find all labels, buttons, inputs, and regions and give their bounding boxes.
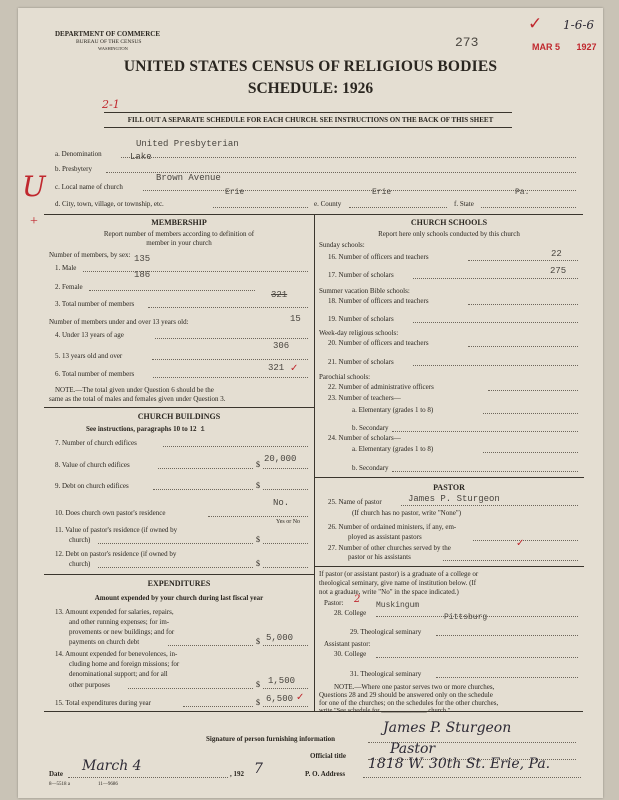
local-name-label: c. Local name of church xyxy=(55,183,123,191)
sunday-schools-label: Sunday schools: xyxy=(319,241,365,249)
membership-intro-2: member in your church xyxy=(146,239,212,247)
q1-male-label: 1. Male xyxy=(55,264,77,272)
q15-check-mark: ✓ xyxy=(296,692,305,703)
q25-line xyxy=(401,505,578,506)
q12-label-1: 12. Debt on pastor's residence (if owned by xyxy=(55,550,177,558)
graduate-note-1: If pastor (or assistant pastor) is a graduate of a college or xyxy=(319,570,479,578)
yes-no-hint: Yes or No xyxy=(276,519,301,525)
q12-label-2: church) xyxy=(69,560,91,568)
q20-label: 20. Number of officers and teachers xyxy=(328,339,429,347)
denomination-label: a. Denomination xyxy=(55,150,102,158)
q28-label: 28. College xyxy=(334,609,367,617)
q2-female-value: 186 xyxy=(134,270,151,280)
q27-check-mark: ✓ xyxy=(516,538,525,549)
q13-label-4: payments on church debt xyxy=(69,638,140,646)
q30-label: 30. College xyxy=(334,650,367,658)
buildings-instructions: See instructions, paragraphs 10 to 12 1 xyxy=(86,425,205,434)
pastor-sub-label: Pastor: xyxy=(324,599,344,607)
buildings-heading: CHURCH BUILDINGS xyxy=(137,412,221,421)
instructions-top-rule xyxy=(104,112,512,113)
q2-female-label: 2. Female xyxy=(55,283,83,291)
q11-line xyxy=(263,543,308,544)
q22-label: 22. Number of administrative officers xyxy=(328,383,434,391)
q27-label-2: pastor or his assistants xyxy=(348,553,411,561)
q24a-line xyxy=(483,452,578,453)
q17-label: 17. Number of scholars xyxy=(328,271,394,279)
q5-line xyxy=(152,359,308,360)
q11-label-2: church) xyxy=(69,536,91,544)
state-line xyxy=(481,207,576,208)
q13-line xyxy=(263,645,308,646)
q22-line xyxy=(488,390,578,391)
q29-label: 29. Theological seminary xyxy=(350,628,422,636)
county-value: Erie xyxy=(372,188,392,197)
official-title-label: Official title xyxy=(310,752,346,760)
date-label: Date xyxy=(49,770,63,778)
membership-intro-1: Report number of members according to definition of xyxy=(103,230,255,238)
local-name-line xyxy=(143,190,576,191)
local-name-value: Brown Avenue xyxy=(156,173,221,183)
pastor-red-mark: 2 xyxy=(354,594,361,605)
q3-total-value: 321 xyxy=(271,290,288,300)
q15-dollar: $ xyxy=(256,698,260,707)
check-mark: ✓ xyxy=(528,14,543,33)
q13-label-3: provements or new buildings; and for xyxy=(69,628,175,636)
q15-dots xyxy=(183,706,253,707)
q1-line xyxy=(83,271,308,272)
buildings-top-rule xyxy=(44,407,314,408)
q10-value: No. xyxy=(273,498,290,508)
q15-value: 6,500 xyxy=(266,694,294,704)
q9-dollar: $ xyxy=(256,481,260,490)
q8-value-label: 8. Value of church edifices xyxy=(55,461,130,469)
weekday-schools-label: Week-day religious schools: xyxy=(319,329,399,337)
q24-label: 24. Number of scholars— xyxy=(328,434,401,442)
instructions-bottom-rule xyxy=(104,127,512,128)
q12-line xyxy=(263,567,308,568)
q14-label-1: 14. Amount expended for benevolences, in- xyxy=(55,650,178,658)
q13-label-1: 13. Amount expended for salaries, repairs, xyxy=(55,608,174,616)
q12-dots xyxy=(98,567,253,568)
q27-label-1: 27. Number of other churches served by the xyxy=(328,544,451,552)
assistant-pastor-label: Assistant pastor: xyxy=(324,640,371,648)
q13-value: 5,000 xyxy=(266,633,294,643)
q14-label-2: cluding home and foreign missions; for xyxy=(69,660,180,668)
q9-dots xyxy=(153,489,253,490)
q18-label: 18. Number of officers and teachers xyxy=(328,297,429,305)
city-value: Erie xyxy=(225,188,245,197)
q7-line xyxy=(163,446,308,447)
q10-residence-label: 10. Does church own pastor's residence xyxy=(55,509,166,517)
membership-note-1: NOTE.—The total given under Question 6 should be the xyxy=(55,386,214,394)
q23a-line xyxy=(483,413,578,414)
q6-total-label: 6. Total number of members xyxy=(55,370,135,378)
pastor-note-2: Questions 28 and 29 should be answered only on the schedule xyxy=(319,691,493,699)
address-value: 1818 W. 30th St. Erie, Pa. xyxy=(368,756,551,772)
q3-line xyxy=(148,307,308,308)
q25-note: (If church has no pastor, write "None") xyxy=(352,509,462,517)
q8-dollar: $ xyxy=(256,460,260,469)
serial-number: 273 xyxy=(455,35,479,50)
section-bottom-rule xyxy=(44,711,583,712)
graduate-note-2: theological seminary, give name of institution below. (If xyxy=(319,579,477,587)
q16-value: 22 xyxy=(551,249,562,259)
presbytery-value: Lake xyxy=(130,152,152,162)
year-value: 7 xyxy=(254,761,263,777)
form-subtitle: SCHEDULE: 1926 xyxy=(247,80,374,97)
q14-line xyxy=(263,688,308,689)
county-label: e. County xyxy=(314,200,342,208)
q6-check-mark: ✓ xyxy=(290,363,299,374)
q11-dots xyxy=(98,543,253,544)
under-over-value: 15 xyxy=(290,314,301,324)
pastor-heading: PASTOR xyxy=(433,483,465,492)
city-label: WASHINGTON xyxy=(98,46,128,51)
q2-line xyxy=(89,290,255,291)
county-line xyxy=(349,207,447,208)
center-divider xyxy=(314,214,315,711)
graduate-top-rule xyxy=(314,566,584,567)
q17-line xyxy=(413,278,578,279)
q5-over13-value: 306 xyxy=(273,341,290,351)
city-line xyxy=(213,207,308,208)
q1-male-value: 135 xyxy=(134,254,151,264)
q21-line xyxy=(413,365,578,366)
q27-line xyxy=(443,560,578,561)
q12-dollar: $ xyxy=(256,559,260,568)
expenditures-heading: EXPENDITURES xyxy=(147,579,211,588)
year-label: , 192 xyxy=(230,770,244,778)
q26-line xyxy=(473,540,578,541)
q31-line xyxy=(436,677,578,678)
q24a-label: a. Elementary (grades 1 to 8) xyxy=(352,445,434,453)
q14-dots xyxy=(128,688,253,689)
parochial-schools-label: Parochial schools: xyxy=(319,373,371,381)
q5-over13-label: 5. 13 years old and over xyxy=(55,352,123,360)
q9-debt-label: 9. Debt on church edifices xyxy=(55,482,129,490)
q15-total-label: 15. Total expenditures during year xyxy=(55,699,151,707)
q31-label: 31. Theological seminary xyxy=(350,670,422,678)
q15-line xyxy=(263,706,308,707)
q11-dollar: $ xyxy=(256,535,260,544)
q24b-label: b. Secondary xyxy=(352,464,389,472)
date-value: March 4 xyxy=(82,758,142,774)
q26-label-2: ployed as assistant pastors xyxy=(348,533,422,541)
q13-dots xyxy=(168,645,253,646)
q23b-label: b. Secondary xyxy=(352,424,389,432)
form-title: UNITED STATES CENSUS OF RELIGIOUS BODIES xyxy=(123,58,498,75)
q3-total-label: 3. Total number of members xyxy=(55,300,135,308)
q19-line xyxy=(413,322,578,323)
q10-line xyxy=(208,516,308,517)
q16-line xyxy=(468,260,578,261)
official-title-value: Pastor xyxy=(390,741,436,757)
presbytery-label: b. Presbytery xyxy=(55,165,92,173)
signature-value: James P. Sturgeon xyxy=(383,720,512,736)
schools-intro: Report here only schools conducted by this church xyxy=(378,230,520,238)
schools-heading: CHURCH SCHOOLS xyxy=(410,218,488,227)
q30-line xyxy=(376,657,578,658)
expenditures-top-rule xyxy=(44,574,314,575)
print-number: 11—9686 xyxy=(98,782,118,787)
q14-dollar: $ xyxy=(256,680,260,689)
q13-label-2: and other running expenses; for im- xyxy=(69,618,170,626)
q29-value: Pittsburg xyxy=(444,613,488,622)
expenditures-intro: Amount expended by your church during last fiscal year xyxy=(94,594,264,602)
q14-label-4: other purposes xyxy=(69,681,111,689)
q24b-line xyxy=(392,471,578,472)
q8-value: 20,000 xyxy=(264,454,297,464)
under-over-label: Number of members under and over 13 years old: xyxy=(49,318,189,326)
denomination-value: United Presbyterian xyxy=(136,139,239,149)
pastor-note-1: NOTE.—Where one pastor serves two or more churches, xyxy=(334,683,495,691)
address-line xyxy=(363,777,581,778)
q25-value: James P. Sturgeon xyxy=(408,494,500,504)
form-number: 8—5518 a xyxy=(49,782,70,787)
q7-edifices-label: 7. Number of church edifices xyxy=(55,439,137,447)
margin-plus-mark: + xyxy=(30,214,38,229)
q28-value: Muskingum xyxy=(376,601,420,610)
q23-label: 23. Number of teachers— xyxy=(328,394,401,402)
instructions-line: FILL OUT A SEPARATE SCHEDULE FOR EACH CHURCH. SEE INSTRUCTIONS ON THE BACK OF THIS SHEET xyxy=(127,116,494,124)
signature-label: Signature of person furnishing information xyxy=(206,735,335,743)
date-line xyxy=(68,777,228,778)
q14-value: 1,500 xyxy=(268,676,296,686)
q14-label-3: denominational support; and for all xyxy=(69,670,168,678)
q17-value: 275 xyxy=(550,266,567,276)
denomination-line xyxy=(121,157,576,158)
pastor-top-rule xyxy=(314,477,584,478)
department-label: DEPARTMENT OF COMMERCE xyxy=(55,30,161,38)
summer-schools-label: Summer vacation Bible schools: xyxy=(319,287,410,295)
membership-heading: MEMBERSHIP xyxy=(151,218,207,227)
bureau-label: BUREAU OF THE CENSUS xyxy=(76,39,142,45)
q23a-label: a. Elementary (grades 1 to 8) xyxy=(352,406,434,414)
members-by-sex-label: Number of members, by sex: xyxy=(49,251,131,259)
q9-line xyxy=(263,489,308,490)
q6-total-value: 321 xyxy=(268,363,285,373)
q13-dollar: $ xyxy=(256,637,260,646)
date-stamp: MAR 5 1927 xyxy=(532,42,597,52)
membership-note-2: same as the total of males and females given under Question 3. xyxy=(49,395,226,403)
state-value: Pa. xyxy=(515,188,530,197)
census-schedule-sheet xyxy=(18,8,603,798)
q4-line xyxy=(155,338,308,339)
q6-line xyxy=(153,377,308,378)
q25-label: 25. Name of pastor xyxy=(328,498,382,506)
q18-line xyxy=(468,304,578,305)
address-label: P. O. Address xyxy=(305,770,346,778)
red-annotation: 2-1 xyxy=(102,98,120,111)
q21-label: 21. Number of scholars xyxy=(328,358,394,366)
q26-label-1: 26. Number of ordained ministers, if any, em- xyxy=(328,523,457,531)
city-field-label: d. City, town, village, or township, etc. xyxy=(55,200,164,208)
state-label: f. State xyxy=(454,200,474,208)
pastor-note-4: write "See schedule for ______________ church." xyxy=(319,707,451,714)
graduate-note-3: not a graduate, write "No" in the space indicated.) xyxy=(319,588,459,596)
q16-label: 16. Number of officers and teachers xyxy=(328,253,429,261)
q8-dots xyxy=(158,468,253,469)
q29-line xyxy=(436,635,578,636)
q20-line xyxy=(468,346,578,347)
corner-note: 1-6-6 xyxy=(563,18,595,32)
margin-u-mark: U xyxy=(22,170,46,203)
pastor-note-3: for one of the churches; on the schedules for the other churches, xyxy=(319,699,499,707)
q23b-line xyxy=(392,431,578,432)
q19-label: 19. Number of scholars xyxy=(328,315,394,323)
q4-under13-label: 4. Under 13 years of age xyxy=(55,331,124,339)
q8-line xyxy=(263,468,308,469)
q11-label-1: 11. Value of pastor's residence (if owned by xyxy=(55,526,178,534)
